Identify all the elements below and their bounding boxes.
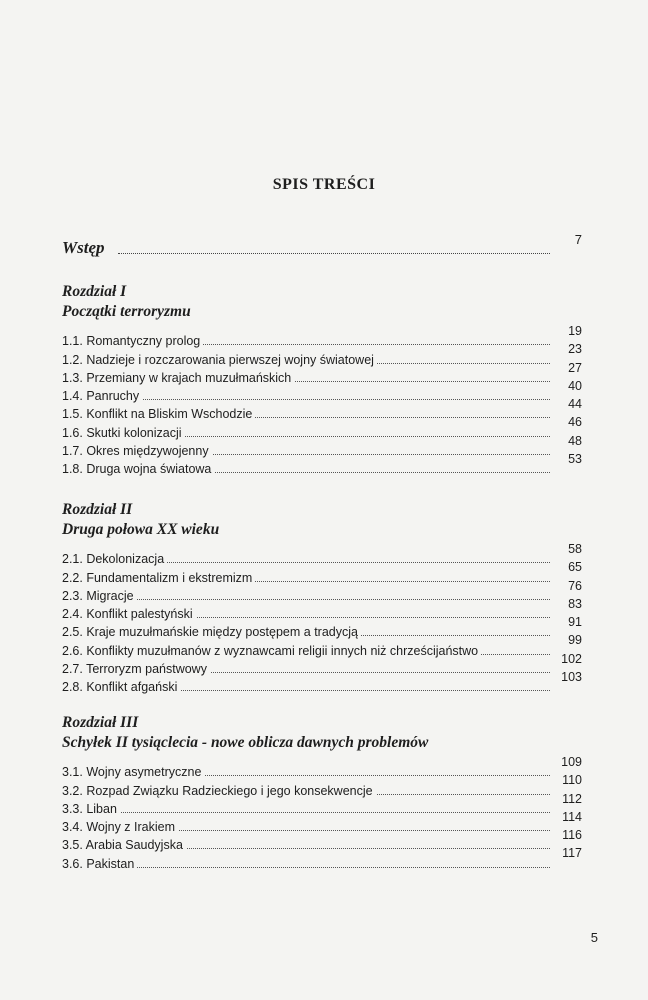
entry-page-number: 46	[568, 415, 582, 430]
chapter-3	[62, 713, 582, 871]
dot-leader	[118, 253, 550, 254]
toc-entry	[62, 324, 582, 349]
chapter-entries	[62, 755, 582, 871]
entry-page-number: 116	[562, 828, 582, 843]
chapter-2	[62, 500, 582, 694]
entry-label: 2.6. Konflikty muzułmanów z wyznawcami religii innych niż chrześcijaństwo	[62, 644, 481, 658]
intro-label: Wstęp	[62, 238, 105, 257]
entry-label: 2.2. Fundamentalizm i ekstremizm	[62, 571, 255, 585]
toc-entry	[62, 560, 582, 585]
entry-page-number: 76	[568, 578, 582, 593]
entry-label: 3.1. Wojny asymetryczne	[62, 765, 204, 779]
entry-page-number: 40	[568, 378, 582, 393]
chapter-1	[62, 282, 582, 476]
entry-label: 1.3. Przemiany w krajach muzułmańskich	[62, 371, 294, 385]
entry-page-number: 114	[562, 809, 582, 824]
chapter-entries	[62, 542, 582, 695]
toc-entry	[62, 828, 582, 853]
entry-page-number: 99	[568, 633, 582, 648]
entry-page-number: 112	[562, 791, 582, 806]
toc-entry	[62, 846, 582, 871]
toc-entry	[62, 360, 582, 385]
toc-entry	[62, 615, 582, 640]
entry-label: 2.8. Konflikt afgański	[62, 680, 180, 694]
toc-entry	[62, 342, 582, 367]
entry-page-number: 48	[568, 433, 582, 448]
entry-page-number: 117	[562, 846, 582, 861]
entry-page-number: 58	[568, 542, 582, 556]
chapter-number: Rozdział I	[62, 283, 127, 300]
entry-page-number: 103	[561, 670, 582, 685]
toc-entry	[62, 542, 582, 567]
entry-page-number: 91	[568, 615, 582, 630]
toc-entry	[62, 773, 582, 798]
entry-page-number: 23	[568, 342, 582, 357]
toc-entry	[62, 755, 582, 780]
entry-label: 3.6. Pakistan	[62, 857, 137, 871]
toc-entry	[62, 596, 582, 622]
chapter-number: Rozdział III	[62, 714, 139, 731]
toc-intro-row	[62, 232, 582, 258]
chapter-number: Rozdział II	[62, 501, 133, 518]
toc-entry	[62, 633, 582, 658]
entry-label: 1.4. Panruchy	[62, 389, 142, 403]
chapter-name: Druga połowa XX wieku	[62, 521, 220, 538]
entry-page-number: 102	[561, 651, 582, 666]
page-number: 5	[590, 930, 598, 945]
intro-page-number: 7	[574, 232, 582, 247]
toc-entry	[62, 809, 582, 835]
entry-label: 2.7. Terroryzm państwowy	[62, 662, 210, 676]
entry-label: 2.4. Konflikt palestyński	[62, 607, 196, 621]
toc-entry	[62, 415, 582, 440]
entry-page-number: 109	[561, 755, 582, 769]
toc-entry	[62, 791, 582, 816]
entry-label: 2.5. Kraje muzułmańskie między postępem a tradycją	[62, 625, 361, 639]
entry-label: 1.6. Skutki kolonizacji	[62, 426, 185, 440]
toc-title: SPIS TREŚCI	[272, 176, 376, 193]
entry-page-number: 110	[562, 773, 582, 788]
entry-page-number: 65	[568, 560, 582, 575]
toc-entry	[62, 578, 582, 603]
dot-leader	[62, 812, 550, 813]
chapter-name: Początki terroryzmu	[62, 303, 191, 320]
chapter-entries	[62, 324, 582, 477]
entry-label: 1.1. Romantyczny prolog	[62, 334, 203, 348]
entry-page-number: 19	[568, 324, 582, 338]
entry-label: 1.5. Konflikt na Bliskim Wschodzie	[62, 407, 255, 421]
entry-label: 3.5. Arabia Saudyjska	[62, 838, 186, 852]
entry-page-number: 27	[568, 360, 582, 375]
entry-label: 2.1. Dekolonizacja	[62, 552, 167, 566]
entry-page-number: 53	[568, 452, 582, 467]
entry-page-number: 44	[568, 397, 582, 412]
entry-label: 2.3. Migracje	[62, 589, 137, 603]
toc-entry	[62, 397, 582, 422]
entry-page-number: 83	[568, 596, 582, 611]
entry-label: 1.2. Nadzieje i rozczarowania pierwszej wojny światowej	[62, 353, 377, 367]
entry-label: 3.2. Rozpad Związku Radzieckiego i jego konsekwencje	[62, 784, 376, 798]
toc-entry	[62, 433, 582, 459]
toc-entry	[62, 670, 582, 695]
entry-label: 3.4. Wojny z Irakiem	[62, 820, 178, 834]
entry-label: 1.7. Okres międzywojenny	[62, 444, 212, 458]
entry-label: 1.8. Druga wojna światowa	[62, 462, 214, 476]
entry-label: 3.3. Liban	[62, 802, 120, 816]
toc-entry	[62, 378, 582, 404]
toc-entry	[62, 452, 582, 477]
chapter-name: Schyłek II tysiąclecia - nowe oblicza dawnych problemów	[62, 734, 429, 751]
toc-entry	[62, 651, 582, 677]
